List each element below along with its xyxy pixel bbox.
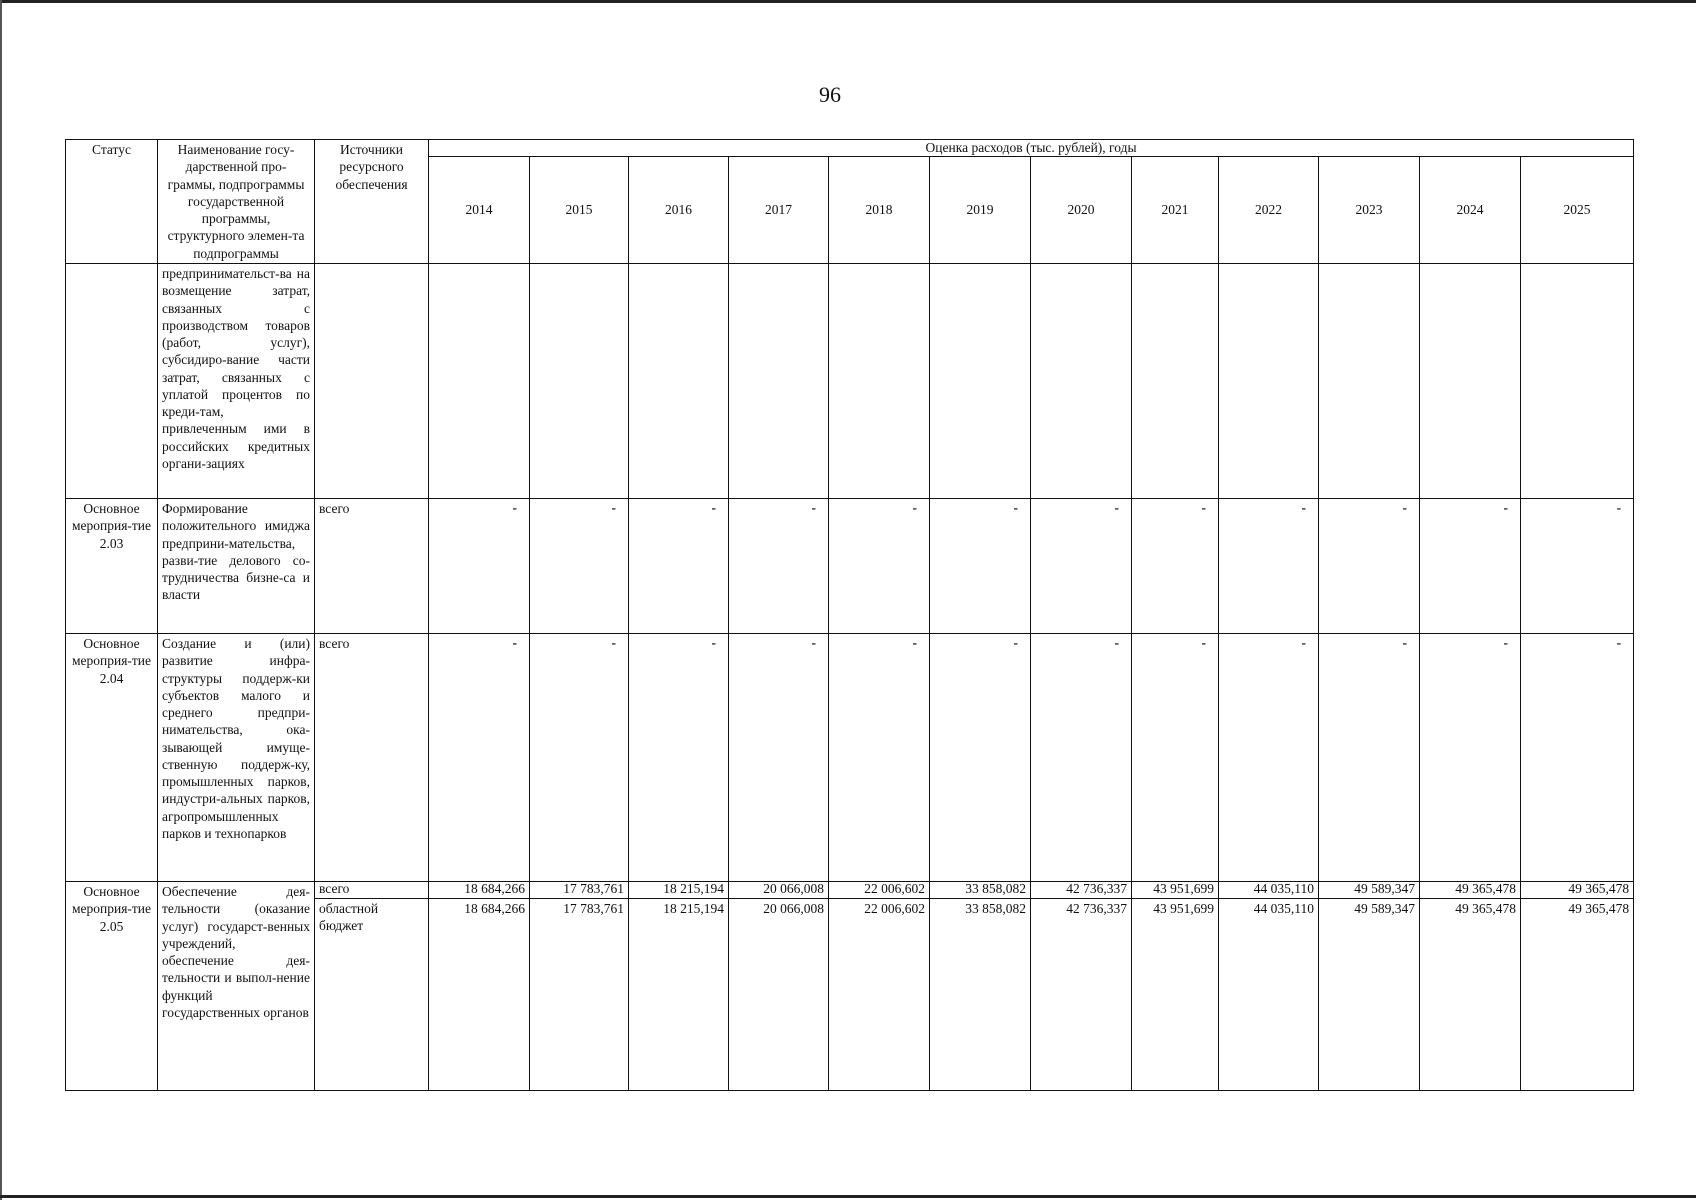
value-dash: - <box>811 635 816 650</box>
value-cell: 18 215,194 <box>629 899 729 1091</box>
value-cell <box>930 264 1031 499</box>
value-cell: 42 736,337 <box>1031 882 1132 899</box>
header-year: 2017 <box>729 157 829 264</box>
value-cell <box>1132 264 1219 499</box>
value-cell <box>930 634 1031 882</box>
value-dash: - <box>1201 500 1206 515</box>
value-cell <box>1521 499 1634 634</box>
value-dash: - <box>1301 635 1306 650</box>
source-cell: всего <box>315 499 429 634</box>
header-year: 2019 <box>930 157 1031 264</box>
value-cell <box>1031 634 1132 882</box>
value-dash: - <box>912 635 917 650</box>
value-cell: 44 035,110 <box>1219 899 1319 1091</box>
value-cell <box>1219 499 1319 634</box>
header-year: 2023 <box>1319 157 1420 264</box>
value-cell <box>1031 499 1132 634</box>
table-row <box>66 264 1634 499</box>
status-cell: Основное мероприя-тие 2.03 <box>66 499 158 634</box>
value-cell: 42 736,337 <box>1031 899 1132 1091</box>
value-cell <box>729 499 829 634</box>
header-year: 2022 <box>1219 157 1319 264</box>
value-cell <box>530 634 629 882</box>
value-dash: - <box>512 500 517 515</box>
scan-border-bottom <box>0 1195 1696 1198</box>
value-dash: - <box>1402 635 1407 650</box>
name-cell: Обеспечение дея-тельности (оказание услуг) государст-венных учреждений, обеспечение дея-тельности и выпол-нение функций государственных органов <box>158 882 315 1091</box>
value-cell: 49 365,478 <box>1420 882 1521 899</box>
value-cell: 22 006,602 <box>829 899 930 1091</box>
header-year: 2014 <box>429 157 530 264</box>
value-cell <box>1319 499 1420 634</box>
value-dash: - <box>1201 635 1206 650</box>
header-status: Статус <box>66 140 158 264</box>
value-cell <box>429 264 530 499</box>
value-cell <box>829 499 930 634</box>
table-row <box>66 882 1634 899</box>
name-cell: предпринимательст-ва на возмещение затрат, связанных с производством товаров (работ, услуг), субсидиро-вание части затрат, связанных с уплатой процентов по креди-там, привлеченным ими в российских кредитных органи-зациях <box>158 264 315 499</box>
name-cell: Создание и (или) развитие инфра-структуры поддерж-ки субъектов малого и среднего предпри-нимательства, ока-зывающей имуще-ственную поддерж-ку, промышленных парков, индустри-альных парков, агропромышленных парков и технопарков <box>158 634 315 882</box>
value-cell: 18 215,194 <box>629 882 729 899</box>
header-expenses-caption: Оценка расходов (тыс. рублей), годы <box>925 140 1137 155</box>
value-cell <box>1319 634 1420 882</box>
value-cell: 18 684,266 <box>429 899 530 1091</box>
value-dash: - <box>1616 500 1622 515</box>
value-dash: - <box>811 500 816 515</box>
page-number: 96 <box>819 82 841 107</box>
expense-table <box>65 139 1634 1091</box>
value-cell <box>1132 499 1219 634</box>
value-dash: - <box>1503 500 1508 515</box>
value-dash: - <box>1013 635 1018 650</box>
header-source: Источники ресурсного обеспечения <box>315 140 429 264</box>
value-cell: 18 684,266 <box>429 882 530 899</box>
value-cell <box>530 499 629 634</box>
value-cell <box>530 264 629 499</box>
header-year: 2020 <box>1031 157 1132 264</box>
value-cell <box>1521 264 1634 499</box>
value-dash: - <box>711 500 716 515</box>
status-cell <box>66 264 158 499</box>
header-row <box>66 140 1634 157</box>
value-dash: - <box>1616 635 1622 650</box>
value-cell <box>729 264 829 499</box>
value-dash: - <box>512 635 517 650</box>
header-expenses <box>429 140 1634 157</box>
value-dash: - <box>1114 500 1119 515</box>
value-cell: 49 589,347 <box>1319 882 1420 899</box>
source-cell: областной бюджет <box>315 899 429 1091</box>
value-cell <box>729 634 829 882</box>
header-year: 2016 <box>629 157 729 264</box>
value-cell <box>1420 499 1521 634</box>
value-dash: - <box>912 500 917 515</box>
value-cell <box>1219 264 1319 499</box>
source-cell <box>315 264 429 499</box>
value-cell <box>829 264 930 499</box>
value-cell <box>1219 634 1319 882</box>
scan-border-left <box>0 0 2 1200</box>
status-cell: Основное мероприя-тие 2.04 <box>66 634 158 882</box>
header-year: 2018 <box>829 157 930 264</box>
value-cell <box>1319 264 1420 499</box>
value-dash: - <box>1503 635 1508 650</box>
value-cell <box>1420 264 1521 499</box>
source-cell: всего <box>315 882 429 899</box>
value-cell <box>629 499 729 634</box>
value-cell <box>1132 634 1219 882</box>
value-cell <box>1521 634 1634 882</box>
value-dash: - <box>611 635 616 650</box>
value-dash: - <box>711 635 716 650</box>
value-dash: - <box>1402 500 1407 515</box>
value-cell <box>429 499 530 634</box>
value-cell: 17 783,761 <box>530 899 629 1091</box>
header-year: 2024 <box>1420 157 1521 264</box>
value-cell: 43 951,699 <box>1132 882 1219 899</box>
value-cell <box>930 499 1031 634</box>
header-year: 2021 <box>1132 157 1219 264</box>
value-cell <box>829 634 930 882</box>
value-cell: 49 589,347 <box>1319 899 1420 1091</box>
value-cell: 33 858,082 <box>930 899 1031 1091</box>
scan-border-top <box>0 0 1696 3</box>
header-year: 2025 <box>1521 157 1634 264</box>
value-cell: 49 365,478 <box>1521 882 1634 899</box>
status-cell: Основное мероприя-тие 2.05 <box>66 882 158 1091</box>
value-dash: - <box>1114 635 1119 650</box>
value-cell: 49 365,478 <box>1420 899 1521 1091</box>
source-cell: всего <box>315 634 429 882</box>
table-row <box>66 499 1634 634</box>
value-cell: 20 066,008 <box>729 899 829 1091</box>
value-cell <box>429 634 530 882</box>
value-cell: 22 006,602 <box>829 882 930 899</box>
value-dash: - <box>1301 500 1306 515</box>
value-dash: - <box>1013 500 1018 515</box>
header-name: Наименование госу-дарственной про-граммы, подпрограммы государственной программы, структурного элемен-та подпрограммы <box>158 140 315 264</box>
table-row <box>66 634 1634 882</box>
value-cell: 33 858,082 <box>930 882 1031 899</box>
value-cell: 17 783,761 <box>530 882 629 899</box>
value-cell: 49 365,478 <box>1521 899 1634 1091</box>
value-cell <box>629 264 729 499</box>
value-cell: 44 035,110 <box>1219 882 1319 899</box>
value-cell <box>1031 264 1132 499</box>
value-cell <box>629 634 729 882</box>
value-cell: 43 951,699 <box>1132 899 1219 1091</box>
name-cell: Формирование положительного имиджа предприни-мательства, разви-тие делового со-трудничества бизне-са и власти <box>158 499 315 634</box>
value-dash: - <box>611 500 616 515</box>
header-year: 2015 <box>530 157 629 264</box>
value-cell: 20 066,008 <box>729 882 829 899</box>
value-cell <box>1420 634 1521 882</box>
